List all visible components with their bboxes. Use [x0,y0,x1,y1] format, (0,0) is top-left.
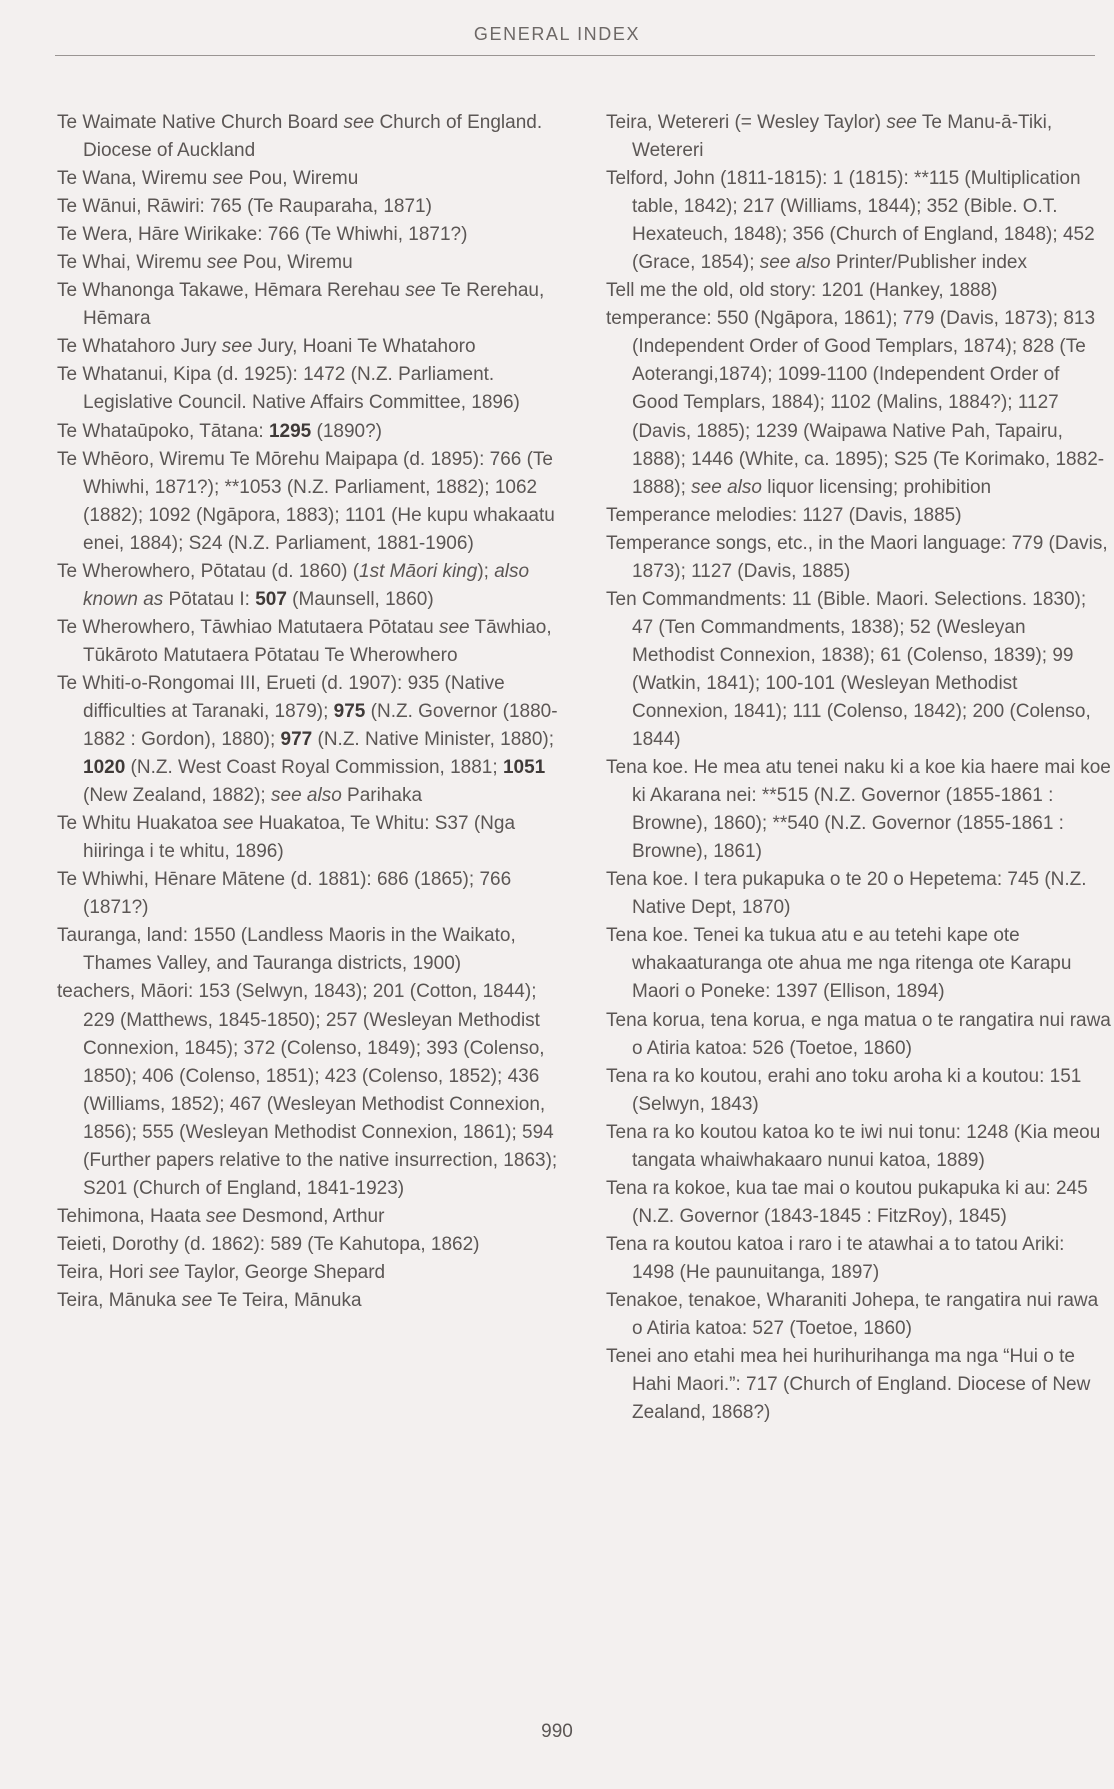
index-entry: Telford, John (1811-1815): 1 (1815): **115 (Multiplication table, 1842); 217 (Williams, 1844); 352 (Bible. O.T. Hexateuch, 1848); 356 (Church of England, 1848); 452 (Grace, 1854); see also Printer/Publisher index [606,168,1095,274]
index-entry: Teieti, Dorothy (d. 1862): 589 (Te Kahutopa, 1862) [57,1233,480,1255]
index-entry: Tena ra ko koutou katoa ko te iwi nui tonu: 1248 (Kia meou tangata whaiwhakaaro nunui katoa, 1889) [606,1121,1101,1171]
index-entry: Tena ra kokoe, kua tae mai o koutou pukapuka ki au: 245 (N.Z. Governor (1843-1845 : FitzRoy), 1845) [606,1177,1088,1227]
left-column [57,109,562,1315]
index-entry: Ten Commandments: 11 (Bible. Maori. Selections. 1830); 47 (Ten Commandments, 1838); 52 (Wesleyan Methodist Connexion, 1838); 61 (Colenso, 1839); 99 (Watkin, 1841); 100-101 (Wesleyan Methodist Connexion, 1841); 111 (Colenso, 1842); 200 (Colenso, 1844) [606,588,1091,751]
index-entry: Te Whiwhi, Hēnare Mātene (d. 1881): 686 (1865); 766 (1871?) [57,869,512,919]
index-entry: Temperance songs, etc., in the Maori language: 779 (Davis, 1873); 1127 (Davis, 1885) [606,532,1108,582]
index-entry: Tena koe. He mea atu tenei naku ki a koe kia haere mai koe ki Akarana nei: **515 (N.Z. Governor (1855-1861 : Browne), 1860); **540 (N.Z. Governor (1855-1861 : Browne), 1861) [606,757,1111,863]
header-rule [55,55,1095,56]
index-entry: Te Waimate Native Church Board see Church of England. Diocese of Auckland [57,112,543,162]
index-entry: Te Whai, Wiremu see Pou, Wiremu [57,252,353,274]
index-entry: Temperance melodies: 1127 (Davis, 1885) [606,504,962,526]
index-entry: Tell me the old, old story: 1201 (Hankey, 1888) [606,280,998,302]
running-header: GENERAL INDEX [473,24,641,44]
index-entry: Tena ra ko koutou, erahi ano toku aroha ki a koutou: 151 (Selwyn, 1843) [606,1065,1082,1115]
index-entry: Tena koe. I tera pukapuka o te 20 o Hepetema: 745 (N.Z. Native Dept, 1870) [606,869,1087,919]
index-entry: Te Whanonga Takawe, Hēmara Rerehau see Te Rerehau, Hēmara [57,280,545,330]
index-entry: Tehimona, Haata see Desmond, Arthur [57,1205,385,1227]
index-entry: Te Wherowhero, Tāwhiao Matutaera Pōtatau see Tāwhiao, Tūkāroto Matutaera Pōtatau Te Wherowhero [57,616,552,666]
index-entry: Te Whataūpoko, Tātana: 1295 (1890?) [57,420,383,442]
index-entry: temperance: 550 (Ngāpora, 1861); 779 (Davis, 1873); 813 (Independent Order of Good Templars, 1874); 828 (Te Aoterangi,1874); 1099-1100 (Independent Order of Good Templars, 1884); 1102 (Malins, 1884?); 1127 (Davis, 1885); 1239 (Waipawa Native Pah, Tapairu, 1888); 1446 (White, ca. 1895); S25 (Te Korimako, 1882-1888); see also liquor licensing; prohibition [606,308,1105,498]
index-entry: Teira, Wetereri (= Wesley Taylor) see Te Manu-ā-Tiki, Wetereri [606,112,1053,162]
index-entry: Te Whitu Huakatoa see Huakatoa, Te Whitu: S37 (Nga hiiringa i te whitu, 1896) [57,813,516,863]
index-entry: Te Wānui, Rāwiri: 765 (Te Rauparaha, 1871) [57,196,432,218]
index-entry: Tena korua, tena korua, e nga matua o te rangatira nui rawa o Atiria katoa: 526 (Toetoe, 1860) [606,1009,1111,1059]
index-entry: teachers, Māori: 153 (Selwyn, 1843); 201 (Cotton, 1844); 229 (Matthews, 1845-1850); 257 (Wesleyan Methodist Connexion, 1845); 372 (Colenso, 1849); 393 (Colenso, 1850); 406 (Colenso, 1851); 423 (Colenso, 1852); 436 (Williams, 1852); 467 (Wesleyan Methodist Connexion, 1856); 555 (Wesleyan Methodist Connexion, 1861); 594 (Further papers relative to the native insurrection, 1863); S201 (Church of England, 1841-1923) [57,981,558,1199]
index-entry: Tenei ano etahi mea hei hurihurihanga ma nga “Hui o te Hahi Maori.”: 717 (Church of England. Diocese of New Zealand, 1868?) [606,1346,1091,1424]
index-entry: Te Whatahoro Jury see Jury, Hoani Te Whatahoro [57,336,476,358]
index-entry: Teira, Hori see Taylor, George Shepard [57,1261,386,1283]
index-entry: Te Wana, Wiremu see Pou, Wiremu [57,168,359,190]
index-entry: Tenakoe, tenakoe, Wharaniti Johepa, te rangatira nui rawa o Atiria katoa: 527 (Toetoe, 1860) [606,1289,1099,1340]
index-entry: Tauranga, land: 1550 (Landless Maoris in the Waikato, Thames Valley, and Tauranga districts, 1900) [57,925,516,975]
index-entry: Te Whēoro, Wiremu Te Mōrehu Maipapa (d. 1895): 766 (Te Whiwhi, 1871?); **1053 (N.Z. Parliament, 1882); 1062 (1882); 1092 (Ngāpora, 1883); 1101 (He kupu whakaatu enei, 1884); S24 (N.Z. Parliament, 1881-1906) [57,448,555,554]
index-entry: Tena ra koutou katoa i raro i te atawhai a to tatou Ariki: 1498 (He paunuitanga, 1897) [606,1233,1065,1283]
index-entry: Te Whiti-o-Rongomai III, Erueti (d. 1907): 935 (Native difficulties at Taranaki, 1879); 975 (N.Z. Governor (1880-1882 : Gordon), 1880); 977 (N.Z. Native Minister, 1880); 1020 (N.Z. West Coast Royal Commission, 1881; 1051 (New Zealand, 1882); see also Parihaka [57,672,558,807]
index-entry: Tena koe. Tenei ka tukua atu e au tetehi kape ote whakaaturanga ote ahua me nga ritenga ote Karapu Maori o Poneke: 1397 (Ellison, 1894) [606,925,1072,1003]
index-entry: Te Whatanui, Kipa (d. 1925): 1472 (N.Z. Parliament. Legislative Council. Native Affairs Committee, 1896) [57,364,520,414]
right-column [606,109,1111,1427]
index-entry: Te Wherowhero, Pōtatau (d. 1860) (1st Māori king); also known as Pōtatau I: 507 (Maunsell, 1860) [57,560,530,610]
page-number: 990 [541,1721,573,1742]
index-entry: Teira, Mānuka see Te Teira, Mānuka [57,1289,362,1311]
index-entry: Te Wera, Hāre Wirikake: 766 (Te Whiwhi, 1871?) [57,224,468,246]
